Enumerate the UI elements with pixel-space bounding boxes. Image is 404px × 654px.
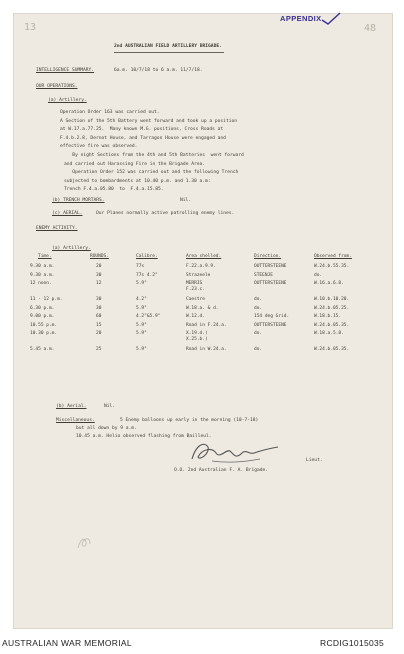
our-artillery-line: subjected to bombardments at 10.40 p.m. and 1.30 a.m: <box>64 178 211 184</box>
title-underline <box>114 52 224 53</box>
handwritten-signature <box>186 437 282 467</box>
col-header-direction: Direction. <box>254 254 282 259</box>
col-header-observed: Observed from. <box>314 254 352 259</box>
our-aerial-text: Our Planes normally active patrolling enemy lines. <box>96 211 235 216</box>
table-cell-observed: W.24.b.05.35. <box>314 322 350 328</box>
pencil-mark <box>74 530 94 552</box>
table-cell-direction: STEENJE <box>254 272 273 278</box>
our-artillery-line: effective fire was observed. <box>60 144 138 150</box>
summary-period: 6a.m. 10/7/18 to 6 a.m. 11/7/18. <box>114 68 203 73</box>
table-cell-area: Road in W.24.a. <box>186 347 227 353</box>
document-page <box>14 14 392 628</box>
our-artillery-line: A Section of the 5th Battery went forward and took up a position <box>60 118 238 124</box>
trench-mortars-label: (b) TRENCH MORTARS. <box>52 198 105 203</box>
table-cell-time: 11 - 12 p.m. <box>30 297 63 302</box>
appendix-number-mark <box>320 12 342 26</box>
table-cell-direction: do. <box>254 297 263 302</box>
table-cell-observed: W.24.b.55.35. <box>314 264 350 269</box>
table-cell-direction: 154 deg Grid. <box>254 314 290 320</box>
our-aerial-label: (c) AERIAL. <box>52 211 83 216</box>
table-cell-direction: do. <box>254 331 263 337</box>
table-cell-calibre: 5.9" <box>136 347 147 353</box>
table-cell-rounds: 12 <box>96 281 102 287</box>
table-cell-area: X.19.d.) X.25.b.) <box>186 331 208 342</box>
table-cell-time: 9.00 p.m. <box>30 314 55 320</box>
table-cell-rounds: 15 <box>96 322 102 328</box>
appendix-stamp: APPENDIX <box>280 14 322 23</box>
table-cell-direction: do. <box>254 305 263 311</box>
table-cell-calibre: 77s <box>136 264 145 269</box>
signature-rank: Lieut. <box>306 458 323 463</box>
footer-archive-name: AUSTRALIAN WAR MEMORIAL <box>2 638 132 648</box>
table-cell-rounds: 30 <box>96 305 102 311</box>
our-artillery-line: and carried out Harassing Fire in the Brigade Area. <box>64 161 206 167</box>
misc-line: but all down by 9 a.m. <box>76 426 137 431</box>
table-cell-observed: W.24.b.05.25. <box>314 305 350 311</box>
table-cell-observed: do. <box>314 272 323 278</box>
table-cell-rounds: 30 <box>96 297 102 302</box>
folio-number-left: 13 <box>24 22 37 33</box>
table-cell-rounds: 25 <box>96 347 102 353</box>
table-cell-direction: OUTTERSTEENE <box>254 281 287 287</box>
col-header-calibre: Calibre. <box>136 254 158 259</box>
table-cell-time: 10.55 p.m. <box>30 322 58 328</box>
our-artillery-line: F.4.b.2.8, Dernot House, and Tarragon House were engaged and <box>60 135 226 141</box>
our-artillery-line: By night Sections from the 4th and 5th Batteries went forward <box>64 153 244 158</box>
footer-record-id: RCDIG1015035 <box>320 638 385 648</box>
summary-label: INTELLIGENCE SUMMARY. <box>36 68 95 73</box>
our-artillery-line: Trench F.4.a.05.80 to F.4.a.15.85. <box>64 187 164 193</box>
table-cell-rounds: 30 <box>96 272 102 278</box>
col-header-time: Time. <box>38 254 52 259</box>
table-cell-direction: OUTTERSTEENE <box>254 264 287 269</box>
our-operations-heading: OUR OPERATIONS. <box>36 84 78 89</box>
table-cell-area: Caestre <box>186 297 205 302</box>
table-cell-direction: OUTTERSTEENE <box>254 322 287 328</box>
our-artillery-label: (a) Artillery. <box>48 98 87 103</box>
brigade-title: 2nd AUSTRALIAN FIELD ARTILLERY BRIGADE. <box>114 44 222 49</box>
table-cell-area: F.22.a.9.9. <box>186 264 216 269</box>
table-cell-rounds: 20 <box>96 264 102 269</box>
folio-number-right: 48 <box>364 23 377 34</box>
table-cell-area: Strazeele <box>186 272 211 278</box>
our-artillery-line: Operation Order 152 was carried out and the following Trench <box>64 170 239 176</box>
table-cell-area: MERRIS F.23.c. <box>186 281 205 292</box>
table-cell-observed: W.10.b.10.20. <box>314 297 350 302</box>
col-header-rounds: ROUNDS. <box>90 254 109 259</box>
table-cell-observed: W.18.a.5.8. <box>314 331 344 337</box>
table-cell-direction: do. <box>254 347 263 353</box>
table-cell-time: 6.30 p.m. <box>30 305 55 311</box>
table-cell-calibre: 5.9" <box>136 331 147 337</box>
table-cell-time: 5.45 a.m. <box>30 347 55 353</box>
enemy-aerial-value: Nil. <box>104 404 116 409</box>
trench-mortars-value: Nil. <box>180 198 192 203</box>
table-cell-observed: W.18.b.15. <box>314 314 342 320</box>
table-cell-calibre: 4.2" <box>136 297 147 302</box>
signature-role: O.O. 2nd Australian F. A. Brigade. <box>174 468 269 473</box>
table-cell-time: 10.30 p.m. <box>30 331 58 337</box>
misc-line: 10.45 a.m. Helio observed flashing from Bailleul. <box>76 434 212 439</box>
our-artillery-line: Operation Order 163 was carried out. <box>60 110 160 115</box>
misc-line: 5 Enemy balloons up early in the morning (10-7-18) <box>120 418 259 423</box>
enemy-activity-heading: ENEMY ACTIVITY. <box>36 226 78 231</box>
table-cell-calibre: 5.9" <box>136 281 147 287</box>
table-cell-area: Road in F.24.a. <box>186 322 227 328</box>
table-cell-calibre: 5.9" <box>136 305 147 311</box>
table-cell-area: W.18.a. & d. <box>186 305 219 311</box>
col-header-area: Area shelled. <box>186 254 222 259</box>
table-cell-time: 12 noon. <box>30 281 52 287</box>
table-cell-observed: W.24.b.05.35. <box>314 347 350 353</box>
table-cell-time: 9.30 a.m. <box>30 264 55 269</box>
table-cell-calibre: 77s 4.2" <box>136 272 158 278</box>
table-cell-calibre: 4.2"&5.9" <box>136 314 161 320</box>
our-artillery-line: at W.17.a.77.25. Many known M.G. positions, Cross Roads at <box>60 127 224 133</box>
table-cell-observed: W.16.a.6.8. <box>314 281 344 287</box>
misc-label: Miscellaneous. <box>56 418 95 423</box>
enemy-artillery-label: (a) Artillery. <box>52 246 91 251</box>
table-cell-rounds: 20 <box>96 331 102 337</box>
table-cell-calibre: 5.9" <box>136 322 147 328</box>
enemy-aerial-label: (b) Aerial. <box>56 404 87 409</box>
table-cell-time: 9.30 a.m. <box>30 272 55 278</box>
table-cell-area: W.12.d. <box>186 314 205 320</box>
table-cell-rounds: 60 <box>96 314 102 320</box>
